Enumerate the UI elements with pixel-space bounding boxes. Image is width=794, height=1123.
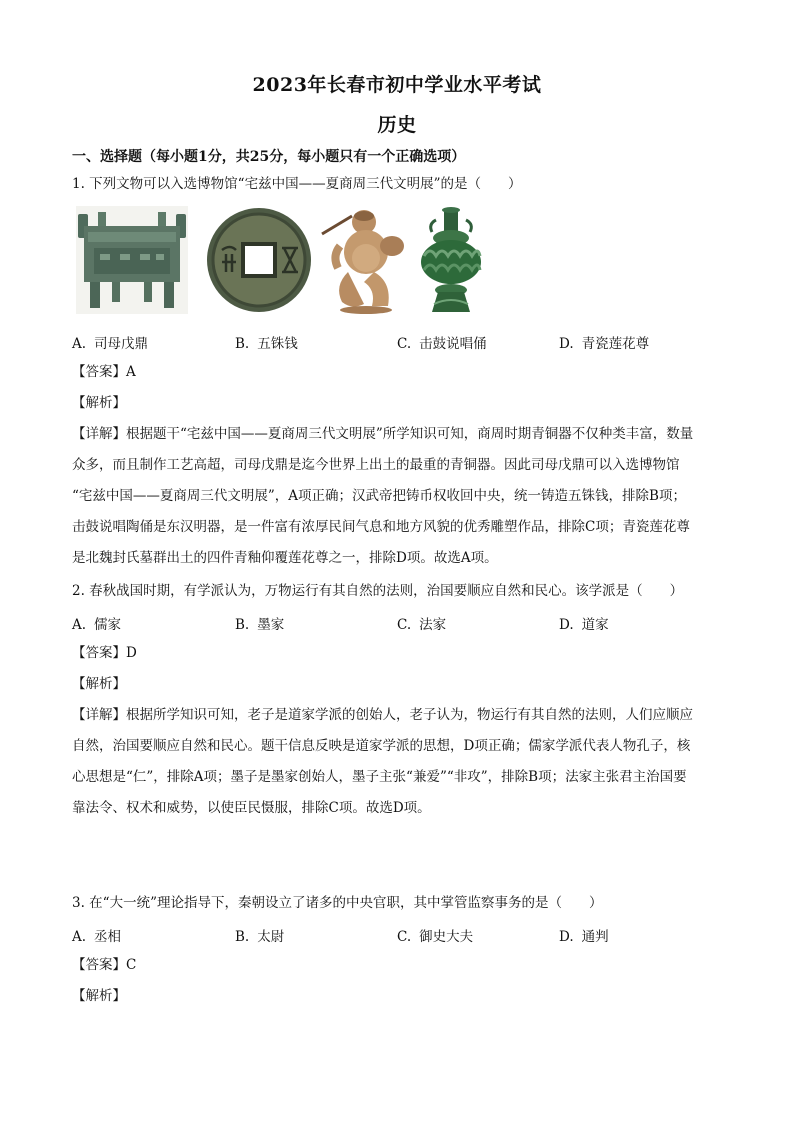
q1-images (76, 206, 496, 318)
figurine-image (318, 206, 410, 316)
q1-detail-line: 击鼓说唱陶俑是东汉明器，是一件富有浓厚民间气息和地方风貌的优秀雕塑作品，排除C项；青瓷莲花尊 (72, 519, 690, 535)
q2-answer: 【答案】D (72, 645, 137, 661)
q2-detail (72, 700, 722, 824)
q3-analysis-label: 【解析】 (72, 988, 126, 1004)
q1-option-d[interactable]: D. 青瓷莲花尊 (559, 336, 650, 352)
q1-detail (72, 419, 722, 574)
q3-option-a[interactable]: A. 丞相 (72, 929, 122, 945)
q2-stem: 2. 春秋战国时期，有学派认为，万物运行有其自然的法则，治国要顺应自然和民心。该学派是（ ） (72, 583, 684, 599)
q1-detail-line: “宅兹中国——夏商周三代文明展”，A项正确；汉武帝把铸币权收回中央，统一铸造五铢钱，排除B项； (72, 488, 686, 504)
q3-stem: 3. 在“大一统”理论指导下，秦朝设立了诸多的中央官职，其中掌管监察事务的是（ ） (72, 895, 603, 911)
celadon-vase-image (416, 206, 486, 316)
section-heading: 一、选择题（每小题1分，共25分，每小题只有一个正确选项） (72, 149, 466, 165)
q2-option-a[interactable]: A. 儒家 (72, 617, 122, 633)
q1-stem: 1. 下列文物可以入选博物馆“宅兹中国——夏商周三代文明展”的是（ ） (72, 176, 522, 192)
q1-option-a[interactable]: A. 司母戊鼎 (72, 336, 149, 352)
q1-answer: 【答案】A (72, 364, 136, 380)
q1-detail-line: 众多，而且制作工艺高超，司母戊鼎是迄今世界上出土的最重的青铜器。因此司母戊鼎可以入选博物馆 (72, 457, 680, 473)
q1-analysis-label: 【解析】 (72, 395, 126, 411)
q2-detail-line: 自然，治国要顺应自然和民心。题干信息反映是道家学派的思想，D项正确；儒家学派代表人物孔子，核 (72, 738, 691, 754)
q3-options (72, 925, 722, 945)
coin-image (204, 206, 314, 314)
q3-option-b[interactable]: B. 太尉 (235, 929, 285, 945)
q3-option-d[interactable]: D. 通判 (559, 929, 609, 945)
ding-vessel-image (76, 206, 188, 314)
q1-detail-line: 【详解】根据题干“宅兹中国——夏商周三代文明展”所学知识可知，商周时期青铜器不仅种类丰富，数量 (72, 426, 694, 442)
exam-subject: 历史 (377, 114, 417, 136)
exam-title: 2023年长春市初中学业水平考试 (252, 74, 542, 96)
q3-option-c[interactable]: C. 御史大夫 (397, 929, 474, 945)
q2-detail-line: 【详解】根据所学知识可知，老子是道家学派的创始人，老子认为，物运行有其自然的法则，人们应顺应 (72, 707, 693, 723)
q2-option-b[interactable]: B. 墨家 (235, 617, 285, 633)
q2-options (72, 613, 722, 633)
q2-detail-line: 靠法令、权术和威势，以使臣民慑服，排除C项。故选D项。 (72, 800, 431, 816)
q1-options (72, 332, 722, 352)
q1-option-c[interactable]: C. 击鼓说唱俑 (397, 336, 487, 352)
q3-answer: 【答案】C (72, 957, 137, 973)
q1-detail-line: 是北魏封氏墓群出土的四件青釉仰覆莲花尊之一，排除D项。故选A项。 (72, 550, 498, 566)
q2-option-c[interactable]: C. 法家 (397, 617, 447, 633)
q2-detail-line: 心思想是“仁”，排除A项；墨子是墨家创始人，墨子主张“兼爱”“非攻”，排除B项；法家主张君主治国要 (72, 769, 687, 785)
q2-analysis-label: 【解析】 (72, 676, 126, 692)
q2-option-d[interactable]: D. 道家 (559, 617, 609, 633)
q1-option-b[interactable]: B. 五铢钱 (235, 336, 298, 352)
